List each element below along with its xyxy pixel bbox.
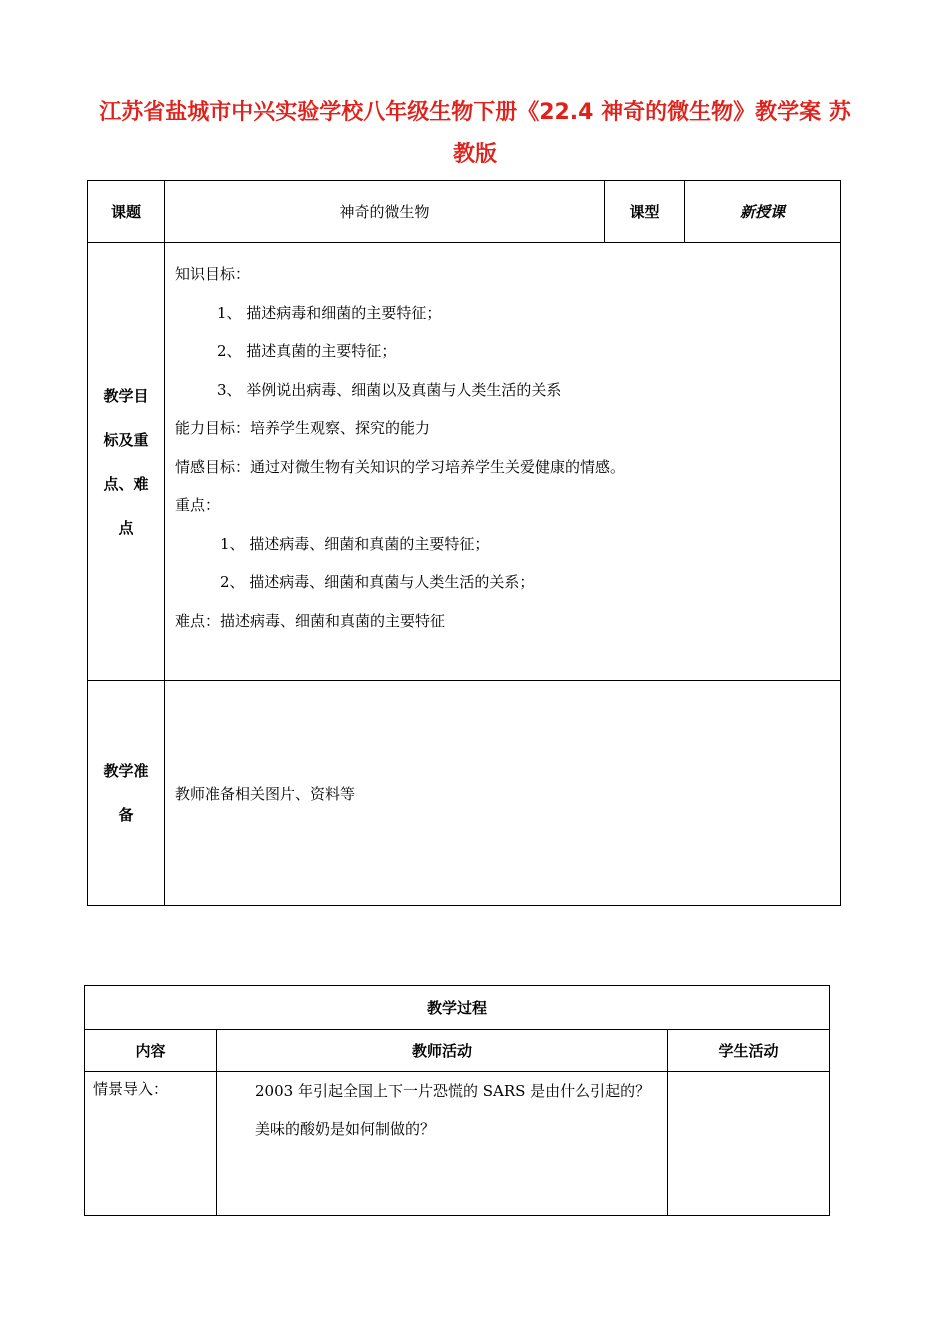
document-title: 江苏省盐城市中兴实验学校八年级生物下册《22.4 神奇的微生物》教学案 苏教版 <box>99 100 851 167</box>
teacher-line: 2003 年引起全国上下一片恐慌的 SARS 是由什么引起的？ <box>255 1082 651 1100</box>
topic-label: 课题 <box>88 181 165 243</box>
knowledge-item: 2、 描述真菌的主要特征； <box>217 342 397 360</box>
ability-goal: 能力目标：培养学生观察、探究的能力 <box>175 419 431 437</box>
column-header: 内容 <box>85 1030 217 1072</box>
topic-value: 神奇的微生物 <box>165 181 605 243</box>
knowledge-heading: 知识目标： <box>175 265 251 283</box>
type-value: 新授课 <box>685 181 841 243</box>
column-header: 教师活动 <box>217 1030 668 1072</box>
goals-row <box>88 243 841 681</box>
teaching-process-table <box>84 985 830 1216</box>
key-item: 2、 描述病毒、细菌和真菌与人类生活的关系； <box>220 573 535 591</box>
prep-label-cell <box>88 681 165 906</box>
teacher-activity-cell <box>217 1072 668 1216</box>
table-row <box>85 1072 830 1216</box>
prep-label: 教学准 备 <box>103 762 149 824</box>
goals-label: 教学目 标及重 点、难 点 <box>103 386 149 537</box>
knowledge-item: 1、 描述病毒和细菌的主要特征； <box>217 303 442 322</box>
column-header: 学生活动 <box>668 1030 830 1072</box>
lesson-info-table <box>87 180 841 906</box>
goals-content <box>165 243 841 681</box>
student-activity-cell <box>668 1072 830 1216</box>
content-cell: 情景导入： <box>85 1072 217 1216</box>
knowledge-item: 3、 举例说出病毒、细菌以及真菌与人类生活的关系 <box>217 380 562 399</box>
key-item: 1、 描述病毒、细菌和真菌的主要特征； <box>220 534 490 553</box>
key-heading: 重点： <box>175 496 221 514</box>
prep-row <box>88 681 841 906</box>
type-label: 课型 <box>605 181 685 243</box>
difficulty: 难点：描述病毒、细菌和真菌的主要特征 <box>175 611 446 630</box>
emotion-goal: 情感目标：通过对微生物有关知识的学习培养学生关爱健康的情感。 <box>175 457 626 476</box>
topic-row <box>88 181 841 243</box>
goals-label-cell <box>88 243 165 681</box>
process-header-row <box>85 1030 830 1072</box>
process-heading: 教学过程 <box>85 986 830 1030</box>
process-heading-row <box>85 986 830 1030</box>
prep-value: 教师准备相关图片、资料等 <box>165 681 841 906</box>
teacher-line: 美味的酸奶是如何制做的？ <box>255 1120 436 1138</box>
